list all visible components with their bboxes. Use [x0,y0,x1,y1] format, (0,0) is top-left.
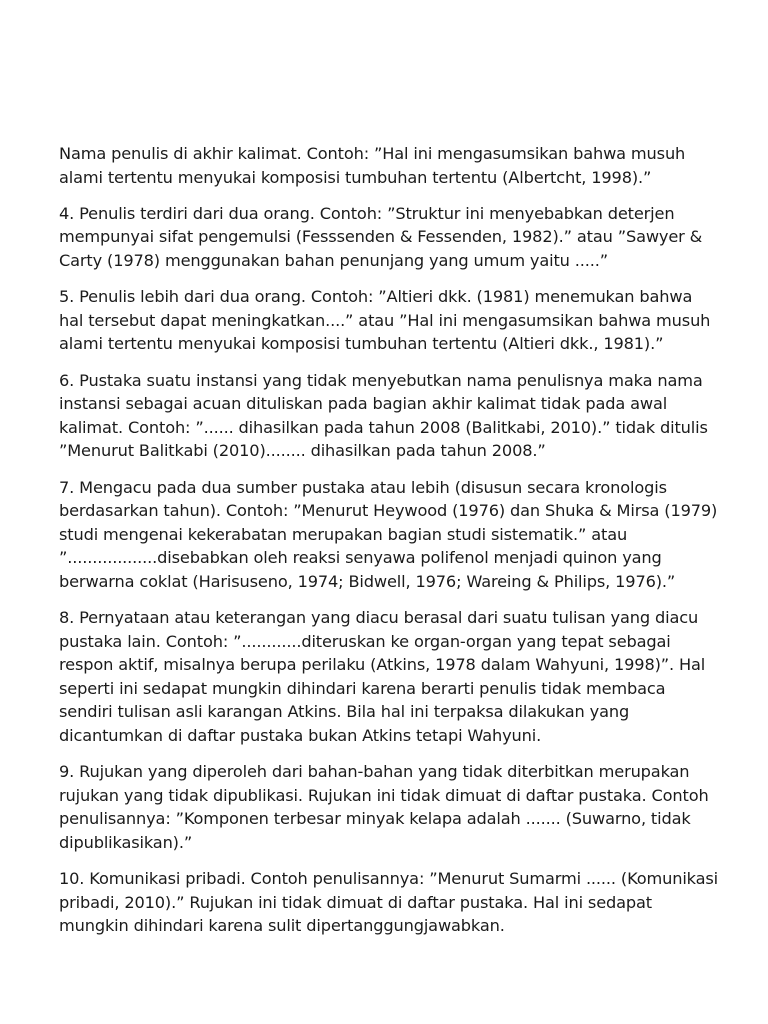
document-body [59,142,719,951]
paragraph-item-5: 5. Penulis lebih dari dua orang. Contoh: ”Altieri dkk. (1981) menemukan bahwa hal tersebut dapat meningkatkan....” atau ”Hal ini mengasumsikan bahwa musuh alami tertentu menyukai komposisi tumbuhan tertentu (Altieri dkk., 1981).” [59,287,711,354]
paragraph-item-6: 6. Pustaka suatu instansi yang tidak menyebutkan nama penulisnya maka nama instansi sebagai acuan dituliskan pada bagian akhir kalimat tidak pada awal kalimat. Contoh: ”...... dihasilkan pada tahun 2008 (Balitkabi, 2010).” tidak ditulis ”Menurut Balitkabi (2010)........ dihasilkan pada tahun 2008.” [59,370,708,461]
paragraph-item-7: 7. Mengacu pada dua sumber pustaka atau lebih (disusun secara kronologis berdasarkan tahun). Contoh: ”Menurut Heywood (1976) dan Shuka & Mirsa (1979) studi mengenai kekerabatan merupakan bagian studi sistematik.” atau ”..................disebabkan oleh reaksi senyawa polifenol menjadi quinon yang berwarna coklat (Harisuseno, 1974; Bidwell, 1976; Wareing & Philips, 1976).” [59,477,718,591]
paragraph-continuation: Nama penulis di akhir kalimat. Contoh: ”Hal ini mengasumsikan bahwa musuh alami tertentu menyukai komposisi tumbuhan tertentu (Albertcht, 1998).” [59,144,686,187]
paragraph-item-8: 8. Pernyataan atau keterangan yang diacu berasal dari suatu tulisan yang diacu pustaka lain. Contoh: ”............diteruskan ke organ-organ yang tepat sebagai respon aktif, misalnya berupa perilaku (Atkins, 1978 dalam Wahyuni, 1998)”. Hal seperti ini sedapat mungkin dihindari karena berarti penulis tidak membaca sendiri tulisan asli karangan Atkins. Bila hal ini terpaksa dilakukan yang dicantumkan di daftar pustaka bukan Atkins tetapi Wahyuni. [59,608,706,746]
paragraph-item-9: 9. Rujukan yang diperoleh dari bahan-bahan yang tidak diterbitkan merupakan rujukan yang tidak dipublikasi. Rujukan ini tidak dimuat di daftar pustaka. Contoh penulisannya: ”Komponen terbesar minyak kelapa adalah ....... (Suwarno, tidak dipublikasikan).” [59,762,709,852]
paragraph-item-10: 10. Komunikasi pribadi. Contoh penulisannya: ”Menurut Sumarmi ...... (Komunikasi pribadi, 2010).” Rujukan ini tidak dimuat di daftar pustaka. Hal ini sedapat mungkin dihindari karena sulit dipertanggungjawabkan. [59,869,719,936]
paragraph-item-4: 4. Penulis terdiri dari dua orang. Contoh: ”Struktur ini menyebabkan deterjen mempunyai sifat pengemulsi (Fesssenden & Fessenden, 1982).” atau ”Sawyer & Carty (1978) menggunakan bahan penunjang yang umum yaitu .....” [59,203,703,270]
